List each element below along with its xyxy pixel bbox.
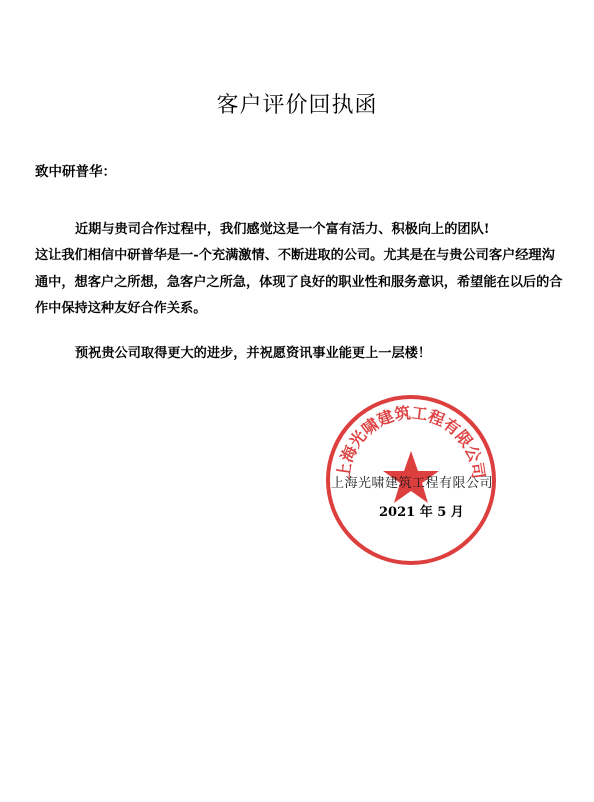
paragraph-1: 近期与贵司合作过程中，我们感觉这是一个富有活力、积极向上的团队! <box>75 222 490 237</box>
seal-text: 上海光啸建筑工程有限公司 <box>333 403 489 480</box>
salutation: 致中研普华： <box>35 164 116 180</box>
document-date: 2021 年 5 月 <box>379 505 464 520</box>
paragraph-3: 预祝贵公司取得更大的进步，并祝愿资讯事业能更上一层楼！ <box>75 346 432 361</box>
paragraph-2: 这让我们相信中研普华是一-个充满激情、不断进取的公司。尤其是在与贵公司客户经理沟通中，想客户之所想，急客户之所急，体现了良好的职业性和服务意识，希望能在以后的合作中保持这种友好合作关系。 <box>35 248 563 316</box>
document-title: 客户评价回执函 <box>216 93 378 118</box>
company-signature: 上海光啸建筑工程有限公司 <box>331 476 494 491</box>
